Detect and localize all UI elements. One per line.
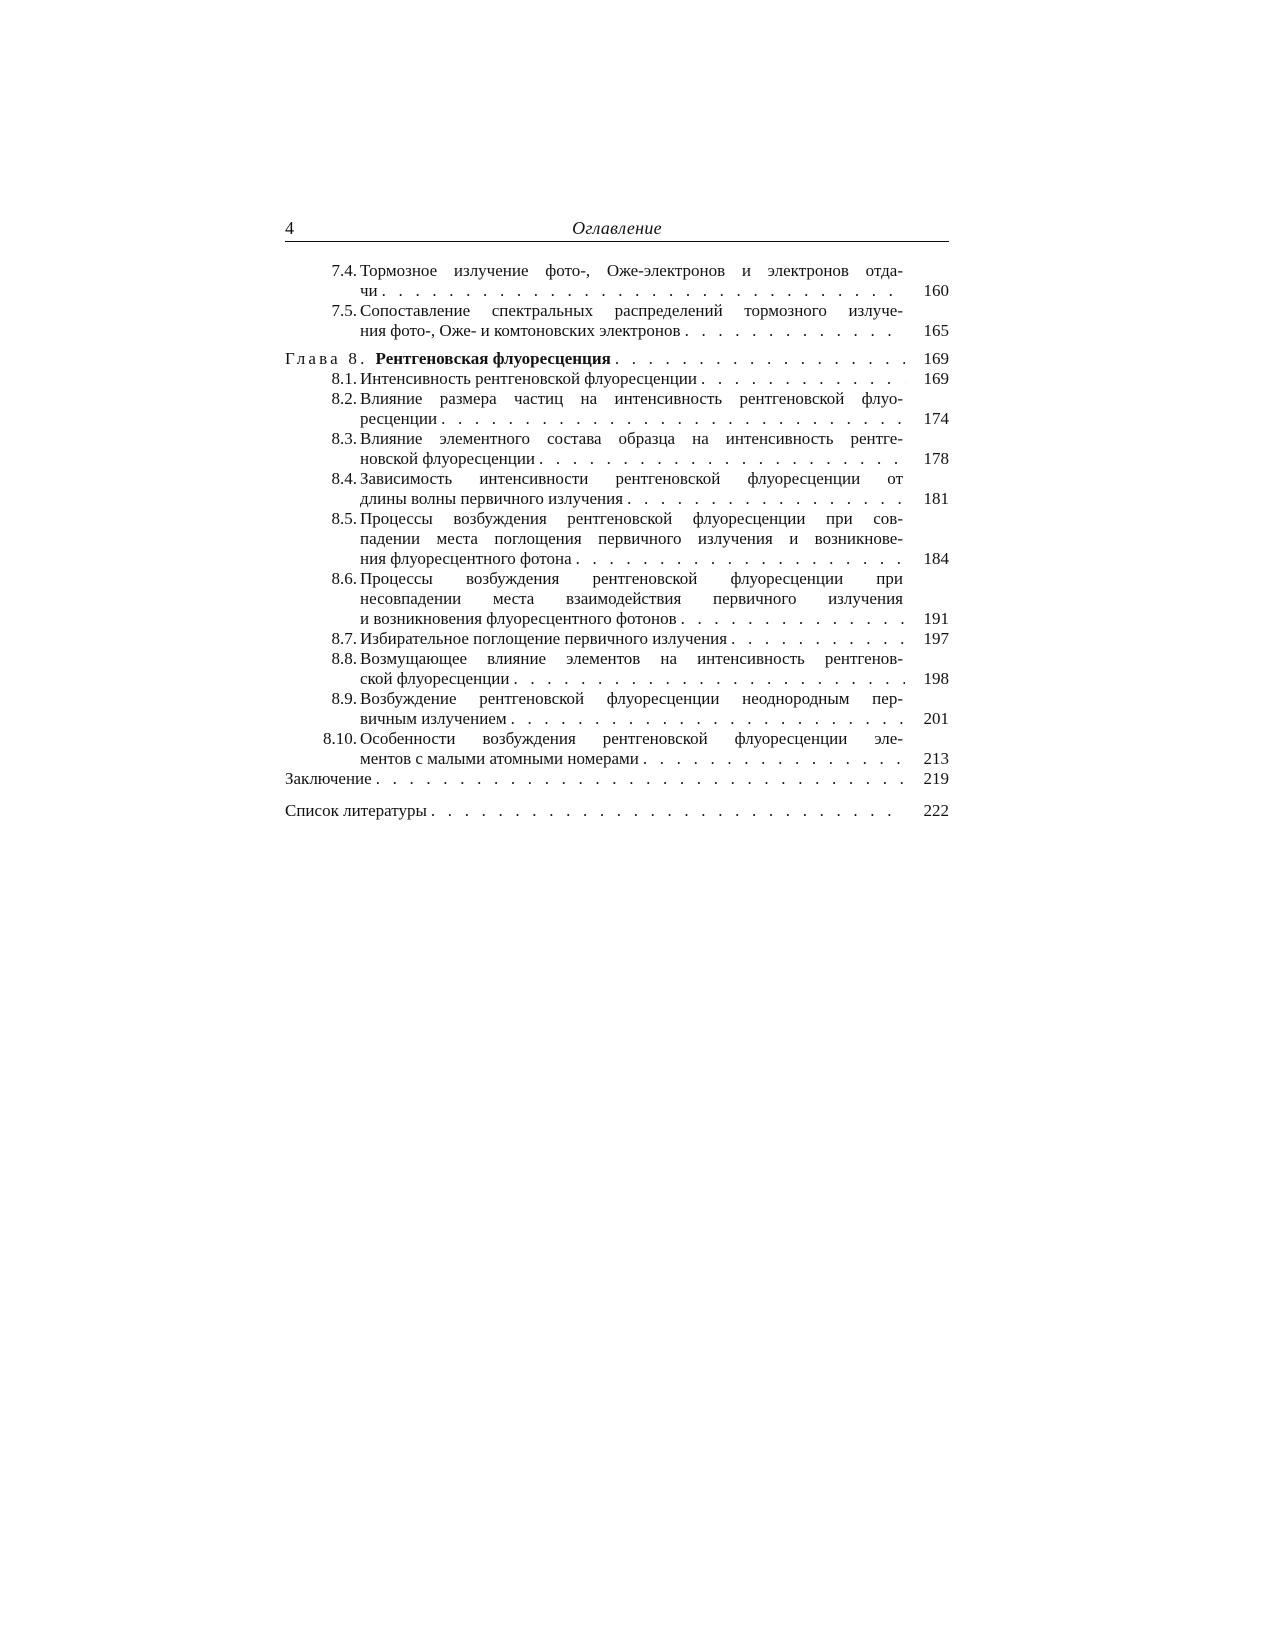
section-title-last-line: чи <box>360 281 378 300</box>
section-number: 8.4. <box>331 469 357 488</box>
section-page: 174 <box>923 409 949 428</box>
references-page: 222 <box>923 801 949 820</box>
section-page: 169 <box>923 369 949 388</box>
section-title-last-line: ментов с малыми атомными номерами <box>360 749 639 768</box>
section-title-last-line: ния фото-, Оже- и комтоновских электронов <box>360 321 681 340</box>
toc-entry-section[interactable] <box>285 649 949 689</box>
toc-entry-section[interactable] <box>285 509 949 569</box>
section-page: 198 <box>923 669 949 688</box>
toc-entry-section[interactable] <box>285 389 949 429</box>
chapter-page: 169 <box>923 349 949 368</box>
section-page: 181 <box>923 489 949 508</box>
dot-leader <box>681 609 905 629</box>
section-number: 8.6. <box>331 569 357 588</box>
toc-entry-references[interactable] <box>285 801 949 821</box>
toc-entry-section[interactable] <box>285 729 949 769</box>
table-of-contents <box>285 261 949 821</box>
dot-leader <box>511 709 905 729</box>
section-title-last-line: Интенсивность рентгеновской флуоресценции <box>360 369 697 388</box>
references-title: Список литературы <box>285 801 427 820</box>
toc-entry-section[interactable] <box>285 469 949 509</box>
toc-entry-section[interactable] <box>285 369 949 389</box>
section-page: 197 <box>923 629 949 648</box>
chapter-7-sections <box>285 261 949 341</box>
section-page: 213 <box>923 749 949 768</box>
section-number: 8.8. <box>331 649 357 668</box>
section-title-line: падении места поглощения первичного излучения и возникнове- <box>360 529 903 548</box>
conclusion-page: 219 <box>923 769 949 788</box>
section-title-line: Зависимость интенсивности рентгеновской флуоресценции от <box>360 469 903 488</box>
section-page: 178 <box>923 449 949 468</box>
section-title-line: Процессы возбуждения рентгеновской флуоресценции при сов- <box>360 509 903 528</box>
section-number: 8.5. <box>331 509 357 528</box>
chapter-8-entry[interactable] <box>285 349 949 369</box>
running-title: Оглавление <box>572 218 662 238</box>
toc-entry-section[interactable] <box>285 301 949 341</box>
section-title-last-line: Избирательное поглощение первичного излучения <box>360 629 728 648</box>
section-number: 8.3. <box>331 429 357 448</box>
dot-leader <box>731 629 905 649</box>
section-title-last-line: ской флуоресценции <box>360 669 510 688</box>
section-number: 8.7. <box>331 629 357 648</box>
dot-leader <box>685 321 905 341</box>
section-page: 165 <box>923 321 949 340</box>
section-title-last-line: новской флуоресценции <box>360 449 536 468</box>
chapter-8-sections <box>285 369 949 769</box>
section-page: 191 <box>923 609 949 628</box>
section-number: 8.1. <box>331 369 357 388</box>
section-number: 8.2. <box>331 389 357 408</box>
toc-entry-section[interactable] <box>285 689 949 729</box>
dot-leader <box>627 489 905 509</box>
section-title-line: Возмущающее влияние элементов на интенсивность рентгенов- <box>360 649 903 668</box>
dot-leader <box>615 349 905 369</box>
page <box>285 214 949 821</box>
dot-leader <box>376 769 905 789</box>
section-page: 160 <box>923 281 949 300</box>
section-number: 8.10. <box>323 729 357 748</box>
running-head <box>285 214 949 242</box>
toc-entry-section[interactable] <box>285 261 949 301</box>
dot-leader <box>431 801 905 821</box>
section-number: 8.9. <box>331 689 357 708</box>
dot-leader <box>514 669 906 689</box>
section-title-line: Процессы возбуждения рентгеновской флуоресценции при <box>360 569 903 588</box>
dot-leader <box>441 409 905 429</box>
section-title-line: Сопоставление спектральных распределений тормозного излуче- <box>360 301 903 320</box>
toc-entry-conclusion[interactable] <box>285 769 949 789</box>
section-page: 184 <box>923 549 949 568</box>
section-title-line: Влияние размера частиц на интенсивность рентгеновской флуо- <box>360 389 903 408</box>
dot-leader <box>539 449 905 469</box>
section-title-line: несовпадении места взаимодействия первичного излучения <box>360 589 903 608</box>
chapter-title: Рентгеновская флуоресценция <box>375 349 611 368</box>
page-number: 4 <box>285 218 294 238</box>
chapter-label: Глава 8. <box>285 349 368 368</box>
section-title-line: Особенности возбуждения рентгеновской флуоресценции эле- <box>360 729 903 748</box>
conclusion-title: Заключение <box>285 769 372 788</box>
section-title-line: Тормозное излучение фото-, Оже-электронов и электронов отда- <box>360 261 903 280</box>
section-title-last-line: и возникновения флуоресцентного фотонов <box>360 609 677 628</box>
section-title-line: Влияние элементного состава образца на интенсивность рентге- <box>360 429 903 448</box>
section-title-last-line: вичным излучением <box>360 709 507 728</box>
section-title-last-line: длины волны первичного излучения <box>360 489 624 508</box>
section-number: 7.5. <box>331 301 357 320</box>
section-number: 7.4. <box>331 261 357 280</box>
dot-leader <box>643 749 905 769</box>
section-page: 201 <box>923 709 949 728</box>
toc-entry-section[interactable] <box>285 629 949 649</box>
section-title-last-line: ресценции <box>360 409 438 428</box>
toc-entry-section[interactable] <box>285 569 949 629</box>
dot-leader <box>576 549 905 569</box>
dot-leader <box>701 369 905 389</box>
section-title-line: Возбуждение рентгеновской флуоресценции неоднородным пер- <box>360 689 903 708</box>
toc-entry-section[interactable] <box>285 429 949 469</box>
section-title-last-line: ния флуоресцентного фотона <box>360 549 572 568</box>
dot-leader <box>382 281 905 301</box>
